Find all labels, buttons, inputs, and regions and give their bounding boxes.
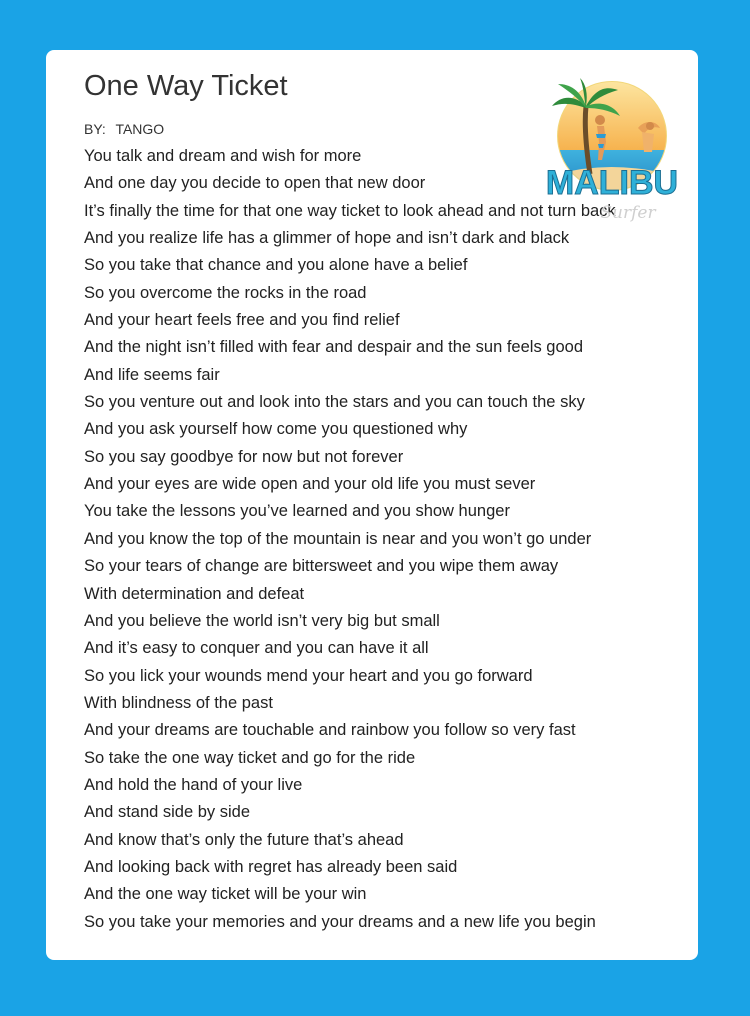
poem-card bbox=[46, 50, 698, 960]
poem-line: And the night isn’t filled with fear and despair and the sun feels good bbox=[84, 338, 583, 357]
poem-line: And it’s easy to conquer and you can have it all bbox=[84, 639, 429, 658]
poem-line: It’s finally the time for that one way ticket to look ahead and not turn back bbox=[84, 201, 616, 220]
poem-line: You talk and dream and wish for more bbox=[84, 147, 362, 165]
malibu-logo-graphic bbox=[540, 76, 696, 232]
poem-line: And life seems fair bbox=[84, 365, 220, 384]
poem-line: And you ask yourself how come you questioned why bbox=[84, 420, 468, 439]
poem-line: So you venture out and look into the stars and you can touch the sky bbox=[84, 393, 585, 412]
byline bbox=[84, 121, 164, 137]
poem-line: You take the lessons you’ve learned and you show hunger bbox=[84, 502, 510, 521]
malibu-logo bbox=[540, 76, 696, 232]
poem-line: And you realize life has a glimmer of hope and isn’t dark and black bbox=[84, 229, 570, 248]
poem-line: And you believe the world isn’t very big but small bbox=[84, 611, 440, 630]
poem-line: So take the one way ticket and go for the ride bbox=[84, 748, 416, 767]
poem-line: And your dreams are touchable and rainbow you follow so very fast bbox=[84, 721, 576, 740]
poem-line: So you take your memories and your dreams and a new life you begin bbox=[84, 912, 596, 931]
poem-line: And know that’s only the future that’s ahead bbox=[84, 830, 404, 849]
byline-label: BY: bbox=[84, 121, 106, 137]
poem-line: And your heart feels free and you find relief bbox=[84, 311, 400, 330]
poem-line: So you overcome the rocks in the road bbox=[84, 283, 367, 302]
poem-line: So you say goodbye for now but not forever bbox=[84, 447, 404, 466]
poem-line: And looking back with regret has already been said bbox=[84, 857, 458, 876]
poem-lines bbox=[84, 143, 616, 936]
logo-wordmark: MALIBU bbox=[545, 164, 679, 202]
poem-title: One Way Ticket bbox=[84, 70, 288, 102]
logo-subtext: Surfer bbox=[600, 203, 656, 223]
poem-line: With determination and defeat bbox=[84, 584, 305, 603]
poem-line: And one day you decide to open that new door bbox=[84, 174, 426, 193]
poem-line: So your tears of change are bittersweet and you wipe them away bbox=[84, 557, 559, 576]
poem-line: And the one way ticket will be your win bbox=[84, 885, 367, 904]
poem-line: And your eyes are wide open and your old life you must sever bbox=[84, 475, 536, 494]
poem-line: And you know the top of the mountain is near and you won’t go under bbox=[84, 529, 592, 548]
poem-line: With blindness of the past bbox=[84, 693, 273, 712]
poem-line: And hold the hand of your live bbox=[84, 775, 303, 794]
poem-line: So you lick your wounds mend your heart and you go forward bbox=[84, 666, 533, 685]
poem-line: So you take that chance and you alone have a belief bbox=[84, 256, 468, 275]
author-name: TANGO bbox=[115, 121, 165, 137]
poem-line: And stand side by side bbox=[84, 803, 251, 822]
